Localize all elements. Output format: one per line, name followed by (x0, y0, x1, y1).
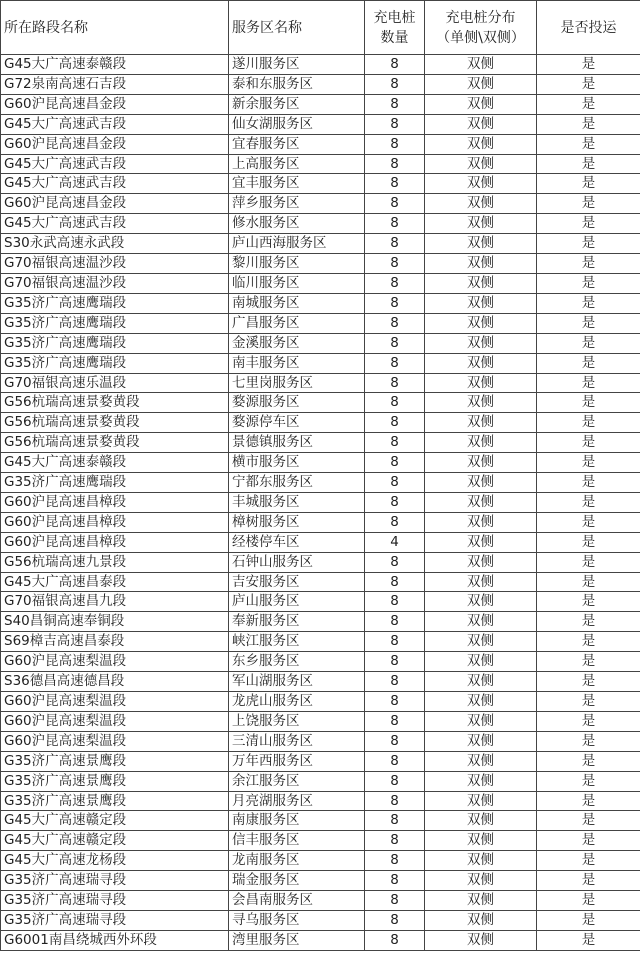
charger-count-cell: 8 (365, 433, 425, 453)
in-operation-cell: 是 (537, 731, 640, 751)
table-row (1, 572, 640, 592)
service-area-cell: 军山湖服务区 (229, 672, 365, 692)
road-cell: G35济广高速鹰瑞段 (1, 353, 229, 373)
table-row (1, 632, 640, 652)
charger-count-cell: 8 (365, 74, 425, 94)
service-area-cell: 婺源停车区 (229, 413, 365, 433)
in-operation-cell: 是 (537, 333, 640, 353)
table-row (1, 413, 640, 433)
service-area-cell: 金溪服务区 (229, 333, 365, 353)
service-area-cell: 石钟山服务区 (229, 552, 365, 572)
table-row (1, 333, 640, 353)
in-operation-cell: 是 (537, 433, 640, 453)
road-cell: G45大广高速武吉段 (1, 154, 229, 174)
road-cell: G35济广高速景鹰段 (1, 771, 229, 791)
table-row (1, 234, 640, 254)
charger-count-cell: 8 (365, 114, 425, 134)
table-row (1, 811, 640, 831)
table-row (1, 692, 640, 712)
in-operation-cell: 是 (537, 214, 640, 234)
header-charger-count-line1: 充电桩 (373, 9, 416, 26)
service-area-cell: 景德镇服务区 (229, 433, 365, 453)
road-cell: G60沪昆高速昌樟段 (1, 532, 229, 552)
table-row (1, 293, 640, 313)
table-row (1, 731, 640, 751)
charger-count-cell: 8 (365, 214, 425, 234)
distribution-cell: 双侧 (425, 194, 537, 214)
table-row (1, 55, 640, 75)
charger-count-cell: 8 (365, 791, 425, 811)
table-row (1, 751, 640, 771)
table-row (1, 134, 640, 154)
charger-count-cell: 8 (365, 293, 425, 313)
road-cell: G35济广高速鹰瑞段 (1, 473, 229, 493)
road-cell: G35济广高速瑞寻段 (1, 891, 229, 911)
table-row (1, 592, 640, 612)
charger-count-cell: 8 (365, 731, 425, 751)
road-cell: G70福银高速温沙段 (1, 273, 229, 293)
in-operation-cell: 是 (537, 94, 640, 114)
in-operation-cell: 是 (537, 711, 640, 731)
distribution-cell: 双侧 (425, 652, 537, 672)
charger-count-cell: 8 (365, 552, 425, 572)
charger-count-cell: 8 (365, 652, 425, 672)
road-cell: G60沪昆高速梨温段 (1, 692, 229, 712)
road-cell: G56杭瑞高速景婺黄段 (1, 393, 229, 413)
in-operation-cell: 是 (537, 254, 640, 274)
charger-count-cell: 8 (365, 672, 425, 692)
service-area-cell: 上高服务区 (229, 154, 365, 174)
road-cell: G35济广高速鹰瑞段 (1, 293, 229, 313)
service-area-cell: 湾里服务区 (229, 930, 365, 950)
in-operation-cell: 是 (537, 353, 640, 373)
road-cell: G45大广高速赣定段 (1, 811, 229, 831)
in-operation-cell: 是 (537, 771, 640, 791)
distribution-cell: 双侧 (425, 632, 537, 652)
header-row (1, 1, 640, 55)
table-row (1, 891, 640, 911)
road-cell: G35济广高速瑞寻段 (1, 871, 229, 891)
service-area-cell: 横市服务区 (229, 453, 365, 473)
distribution-cell: 双侧 (425, 174, 537, 194)
charger-count-cell: 8 (365, 254, 425, 274)
charger-count-cell: 8 (365, 234, 425, 254)
charger-count-cell: 8 (365, 891, 425, 911)
road-cell: S36德昌高速德昌段 (1, 672, 229, 692)
road-cell: G45大广高速武吉段 (1, 114, 229, 134)
in-operation-cell: 是 (537, 194, 640, 214)
service-area-cell: 南丰服务区 (229, 353, 365, 373)
distribution-cell: 双侧 (425, 453, 537, 473)
charger-count-cell: 8 (365, 512, 425, 532)
distribution-cell: 双侧 (425, 313, 537, 333)
charger-count-cell: 8 (365, 692, 425, 712)
charger-count-cell: 8 (365, 194, 425, 214)
charger-count-cell: 8 (365, 393, 425, 413)
in-operation-cell: 是 (537, 512, 640, 532)
service-area-cell: 萍乡服务区 (229, 194, 365, 214)
service-area-cell: 新余服务区 (229, 94, 365, 114)
distribution-cell: 双侧 (425, 711, 537, 731)
service-area-cell: 信丰服务区 (229, 831, 365, 851)
table-row (1, 313, 640, 333)
charger-count-cell: 8 (365, 831, 425, 851)
table-row (1, 453, 640, 473)
road-cell: G35济广高速瑞寻段 (1, 910, 229, 930)
charger-count-cell: 8 (365, 134, 425, 154)
in-operation-cell: 是 (537, 74, 640, 94)
service-area-cell: 瑞金服务区 (229, 871, 365, 891)
table-body (1, 55, 640, 951)
in-operation-cell: 是 (537, 492, 640, 512)
in-operation-cell: 是 (537, 154, 640, 174)
road-cell: S40昌铜高速奉铜段 (1, 612, 229, 632)
table-row (1, 851, 640, 871)
in-operation-cell: 是 (537, 393, 640, 413)
charger-count-cell: 8 (365, 313, 425, 333)
charger-count-cell: 8 (365, 273, 425, 293)
distribution-cell: 双侧 (425, 552, 537, 572)
table-row (1, 473, 640, 493)
service-area-cell: 经楼停车区 (229, 532, 365, 552)
distribution-cell: 双侧 (425, 692, 537, 712)
distribution-cell: 双侧 (425, 532, 537, 552)
header-charger-distribution (425, 1, 537, 55)
table-row (1, 910, 640, 930)
charger-count-cell: 8 (365, 592, 425, 612)
table-row (1, 74, 640, 94)
in-operation-cell: 是 (537, 692, 640, 712)
table-row (1, 393, 640, 413)
distribution-cell: 双侧 (425, 114, 537, 134)
charger-count-cell: 8 (365, 910, 425, 930)
distribution-cell: 双侧 (425, 612, 537, 632)
charger-count-cell: 8 (365, 851, 425, 871)
distribution-cell: 双侧 (425, 154, 537, 174)
distribution-cell: 双侧 (425, 930, 537, 950)
road-cell: G60沪昆高速梨温段 (1, 711, 229, 731)
charger-count-cell: 8 (365, 751, 425, 771)
charger-count-cell: 8 (365, 94, 425, 114)
table-row (1, 791, 640, 811)
in-operation-cell: 是 (537, 632, 640, 652)
header-charger-count (365, 1, 425, 55)
table-row (1, 831, 640, 851)
road-cell: G72泉南高速石吉段 (1, 74, 229, 94)
distribution-cell: 双侧 (425, 134, 537, 154)
service-area-cell: 婺源服务区 (229, 393, 365, 413)
distribution-cell: 双侧 (425, 254, 537, 274)
road-cell: G45大广高速昌泰段 (1, 572, 229, 592)
charger-count-cell: 8 (365, 154, 425, 174)
distribution-cell: 双侧 (425, 393, 537, 413)
charger-count-cell: 8 (365, 473, 425, 493)
service-area-cell: 余江服务区 (229, 771, 365, 791)
in-operation-cell: 是 (537, 552, 640, 572)
charger-count-cell: 8 (365, 174, 425, 194)
in-operation-cell: 是 (537, 831, 640, 851)
table-row (1, 254, 640, 274)
in-operation-cell: 是 (537, 313, 640, 333)
table-row (1, 771, 640, 791)
header-service-area: 服务区名称 (229, 1, 365, 55)
service-area-cell: 樟树服务区 (229, 512, 365, 532)
distribution-cell: 双侧 (425, 672, 537, 692)
in-operation-cell: 是 (537, 851, 640, 871)
charger-count-cell: 8 (365, 453, 425, 473)
in-operation-cell: 是 (537, 612, 640, 632)
service-area-cell: 七里岗服务区 (229, 373, 365, 393)
charger-count-cell: 4 (365, 532, 425, 552)
distribution-cell: 双侧 (425, 273, 537, 293)
charger-count-cell: 8 (365, 373, 425, 393)
road-cell: G35济广高速景鹰段 (1, 751, 229, 771)
service-area-cell: 遂川服务区 (229, 55, 365, 75)
service-area-cell: 奉新服务区 (229, 612, 365, 632)
header-road: 所在路段名称 (1, 1, 229, 55)
service-area-cell: 会昌南服务区 (229, 891, 365, 911)
table-row (1, 194, 640, 214)
header-distribution-line1: 充电桩分布 (445, 9, 516, 26)
charger-count-cell: 8 (365, 632, 425, 652)
in-operation-cell: 是 (537, 473, 640, 493)
service-area-cell: 龙虎山服务区 (229, 692, 365, 712)
in-operation-cell: 是 (537, 134, 640, 154)
in-operation-cell: 是 (537, 652, 640, 672)
service-area-cell: 龙南服务区 (229, 851, 365, 871)
in-operation-cell: 是 (537, 791, 640, 811)
table-row (1, 114, 640, 134)
road-cell: G60沪昆高速昌金段 (1, 194, 229, 214)
road-cell: G56杭瑞高速景婺黄段 (1, 413, 229, 433)
table-row (1, 711, 640, 731)
in-operation-cell: 是 (537, 871, 640, 891)
service-area-cell: 东乡服务区 (229, 652, 365, 672)
in-operation-cell: 是 (537, 811, 640, 831)
service-area-cell: 三清山服务区 (229, 731, 365, 751)
road-cell: G35济广高速景鹰段 (1, 791, 229, 811)
distribution-cell: 双侧 (425, 851, 537, 871)
charger-count-cell: 8 (365, 811, 425, 831)
distribution-cell: 双侧 (425, 55, 537, 75)
header-in-operation: 是否投运 (537, 1, 640, 55)
road-cell: G45大广高速武吉段 (1, 174, 229, 194)
road-cell: G60沪昆高速昌金段 (1, 94, 229, 114)
in-operation-cell: 是 (537, 174, 640, 194)
road-cell: G60沪昆高速昌金段 (1, 134, 229, 154)
road-cell: G56杭瑞高速景婺黄段 (1, 433, 229, 453)
road-cell: S30永武高速永武段 (1, 234, 229, 254)
table-row (1, 94, 640, 114)
charger-count-cell: 8 (365, 711, 425, 731)
service-area-cell: 泰和东服务区 (229, 74, 365, 94)
road-cell: G45大广高速武吉段 (1, 214, 229, 234)
table-row (1, 652, 640, 672)
distribution-cell: 双侧 (425, 473, 537, 493)
distribution-cell: 双侧 (425, 771, 537, 791)
road-cell: G6001南昌绕城西外环段 (1, 930, 229, 950)
in-operation-cell: 是 (537, 891, 640, 911)
road-cell: G60沪昆高速梨温段 (1, 731, 229, 751)
service-area-cell: 宁都东服务区 (229, 473, 365, 493)
table-row (1, 214, 640, 234)
distribution-cell: 双侧 (425, 413, 537, 433)
service-area-cell: 丰城服务区 (229, 492, 365, 512)
distribution-cell: 双侧 (425, 293, 537, 313)
distribution-cell: 双侧 (425, 433, 537, 453)
distribution-cell: 双侧 (425, 512, 537, 532)
distribution-cell: 双侧 (425, 492, 537, 512)
charger-count-cell: 8 (365, 413, 425, 433)
distribution-cell: 双侧 (425, 811, 537, 831)
in-operation-cell: 是 (537, 293, 640, 313)
distribution-cell: 双侧 (425, 891, 537, 911)
distribution-cell: 双侧 (425, 94, 537, 114)
distribution-cell: 双侧 (425, 333, 537, 353)
road-cell: G45大广高速龙杨段 (1, 851, 229, 871)
road-cell: G70福银高速温沙段 (1, 254, 229, 274)
table-row (1, 273, 640, 293)
distribution-cell: 双侧 (425, 373, 537, 393)
in-operation-cell: 是 (537, 453, 640, 473)
road-cell: G60沪昆高速昌樟段 (1, 512, 229, 532)
service-area-cell: 月亮湖服务区 (229, 791, 365, 811)
in-operation-cell: 是 (537, 532, 640, 552)
in-operation-cell: 是 (537, 373, 640, 393)
road-cell: G60沪昆高速昌樟段 (1, 492, 229, 512)
in-operation-cell: 是 (537, 930, 640, 950)
road-cell: G70福银高速乐温段 (1, 373, 229, 393)
charger-count-cell: 8 (365, 353, 425, 373)
charger-count-cell: 8 (365, 572, 425, 592)
charger-count-cell: 8 (365, 492, 425, 512)
charger-count-cell: 8 (365, 333, 425, 353)
service-area-cell: 万年西服务区 (229, 751, 365, 771)
distribution-cell: 双侧 (425, 592, 537, 612)
service-area-cell: 宜丰服务区 (229, 174, 365, 194)
distribution-cell: 双侧 (425, 214, 537, 234)
header-charger-count-line2: 数量 (380, 29, 409, 46)
service-area-cell: 庐山服务区 (229, 592, 365, 612)
in-operation-cell: 是 (537, 413, 640, 433)
road-cell: G45大广高速泰赣段 (1, 453, 229, 473)
service-area-cell: 庐山西海服务区 (229, 234, 365, 254)
table-row (1, 930, 640, 950)
table-row (1, 552, 640, 572)
distribution-cell: 双侧 (425, 831, 537, 851)
in-operation-cell: 是 (537, 910, 640, 930)
table-row (1, 154, 640, 174)
distribution-cell: 双侧 (425, 353, 537, 373)
service-area-cell: 上饶服务区 (229, 711, 365, 731)
in-operation-cell: 是 (537, 273, 640, 293)
road-cell: G56杭瑞高速九景段 (1, 552, 229, 572)
distribution-cell: 双侧 (425, 791, 537, 811)
service-area-cell: 峡江服务区 (229, 632, 365, 652)
distribution-cell: 双侧 (425, 572, 537, 592)
service-area-cell: 广昌服务区 (229, 313, 365, 333)
service-area-cell: 南城服务区 (229, 293, 365, 313)
road-cell: G45大广高速赣定段 (1, 831, 229, 851)
service-area-cell: 修水服务区 (229, 214, 365, 234)
in-operation-cell: 是 (537, 672, 640, 692)
service-area-cell: 吉安服务区 (229, 572, 365, 592)
in-operation-cell: 是 (537, 234, 640, 254)
charger-count-cell: 8 (365, 612, 425, 632)
in-operation-cell: 是 (537, 572, 640, 592)
service-area-cell: 临川服务区 (229, 273, 365, 293)
service-area-cell: 黎川服务区 (229, 254, 365, 274)
distribution-cell: 双侧 (425, 871, 537, 891)
charger-count-cell: 8 (365, 930, 425, 950)
table-row (1, 612, 640, 632)
table-row (1, 672, 640, 692)
table-row (1, 871, 640, 891)
table-row (1, 512, 640, 532)
charger-count-cell: 8 (365, 871, 425, 891)
road-cell: G45大广高速泰赣段 (1, 55, 229, 75)
road-cell: S69樟吉高速昌泰段 (1, 632, 229, 652)
in-operation-cell: 是 (537, 592, 640, 612)
distribution-cell: 双侧 (425, 731, 537, 751)
distribution-cell: 双侧 (425, 74, 537, 94)
road-cell: G70福银高速昌九段 (1, 592, 229, 612)
road-cell: G35济广高速鹰瑞段 (1, 313, 229, 333)
service-area-cell: 仙女湖服务区 (229, 114, 365, 134)
in-operation-cell: 是 (537, 114, 640, 134)
charger-count-cell: 8 (365, 55, 425, 75)
distribution-cell: 双侧 (425, 234, 537, 254)
table-row (1, 492, 640, 512)
header-distribution-line2: （单侧\双侧） (436, 29, 525, 46)
road-cell: G60沪昆高速梨温段 (1, 652, 229, 672)
road-cell: G35济广高速鹰瑞段 (1, 333, 229, 353)
service-area-cell: 南康服务区 (229, 811, 365, 831)
distribution-cell: 双侧 (425, 751, 537, 771)
distribution-cell: 双侧 (425, 910, 537, 930)
table-row (1, 373, 640, 393)
table-row (1, 433, 640, 453)
service-area-cell: 寻乌服务区 (229, 910, 365, 930)
table-row (1, 174, 640, 194)
table-row (1, 353, 640, 373)
charger-count-cell: 8 (365, 771, 425, 791)
table-row (1, 532, 640, 552)
service-area-cell: 宜春服务区 (229, 134, 365, 154)
in-operation-cell: 是 (537, 55, 640, 75)
in-operation-cell: 是 (537, 751, 640, 771)
